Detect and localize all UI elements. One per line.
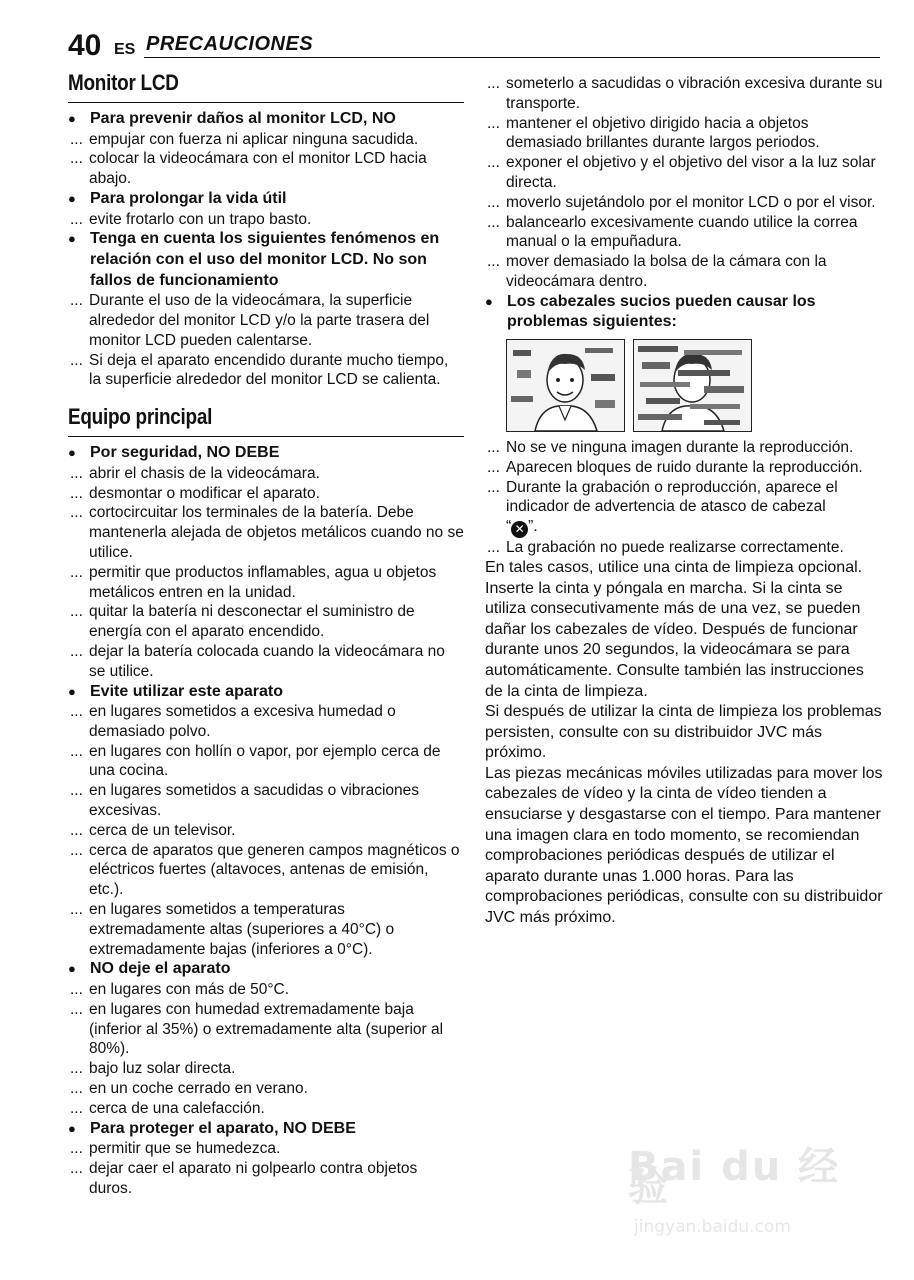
page-header <box>68 30 880 60</box>
list-item: ... en lugares con más de 50°C. <box>68 980 464 1000</box>
list-item: ... en un coche cerrado en verano. <box>68 1079 464 1099</box>
list-item: ... someterlo a sacudidas o vibración excesiva durante su transporte. <box>485 74 883 114</box>
list-item: ... cerca de una calefacción. <box>68 1099 464 1119</box>
equipo-group-3 <box>68 959 464 1118</box>
group-heading: ● Los cabezales sucios pueden causar los problemas siguientes: <box>485 292 883 333</box>
list-item: ... en lugares sometidos a excesiva humedad o demasiado polvo. <box>68 702 464 742</box>
list-item: ... abrir el chasis de la videocámara. <box>68 464 464 484</box>
list-item <box>485 478 883 539</box>
list-item: ... exponer el objetivo y el objetivo del visor a la luz solar directa. <box>485 153 883 193</box>
list-item: ... cerca de un televisor. <box>68 821 464 841</box>
quote-close: ”. <box>528 518 538 536</box>
list-item: ... permitir que productos inflamables, agua u objetos metálicos entren en la unidad. <box>68 563 464 603</box>
list-item: ... bajo luz solar directa. <box>68 1059 464 1079</box>
lcd-group-3 <box>68 229 464 390</box>
list-item: ... en lugares sometidos a temperaturas extremadamente altas (superiores a 40°C) o extremadamente bajas (inferiores a 0°C). <box>68 900 464 959</box>
list-item: ... desmontar o modificar el aparato. <box>68 484 464 504</box>
list-item: ... en lugares sometidos a sacudidas o vibraciones excesivas. <box>68 781 464 821</box>
paragraph: Las piezas mecánicas móviles utilizadas para mover los cabezales de vídeo y la cinta de vídeo tienden a ensuciarse y desgastarse con el tiempo. Para mantener una imagen clara en todo momento, se recomiendan comprobaciones periódicas después de utilizar el aparato durante unas 1.000 horas. Para las comprobaciones periódicas, consulte con su distribuidor JVC más próximo. <box>485 764 883 927</box>
list-item: ... empujar con fuerza ni aplicar ninguna sacudida. <box>68 130 464 150</box>
right-column <box>485 74 883 929</box>
head-clog-warning-icon: ✕ <box>511 521 528 538</box>
list-item: ... balancearlo excesivamente cuando utilice la correa manual o la empuñadura. <box>485 213 883 253</box>
list-item: ... mantener el objetivo dirigido hacia a objetos demasiado brillantes durante largos periodos. <box>485 114 883 154</box>
equipo-group-4 <box>68 1119 464 1199</box>
list-item: ... Durante el uso de la videocámara, la superficie alrededor del monitor LCD y/o la parte trasera del monitor LCD pueden calentarse. <box>68 291 464 350</box>
section-name: PRECAUCIONES <box>146 33 314 55</box>
section-rule <box>68 436 464 437</box>
list-item: ... Aparecen bloques de ruido durante la reproducción. <box>485 458 883 478</box>
group-heading: ● Evite utilizar este aparato <box>68 682 464 703</box>
quote-open: “ <box>506 518 512 536</box>
noisy-picture-illustration <box>506 339 625 432</box>
list-item: ... evite frotarlo con un trapo basto. <box>68 210 464 230</box>
list-item: ... mover demasiado la bolsa de la cámara con la videocámara dentro. <box>485 252 883 292</box>
list-item: ... La grabación no puede realizarse correctamente. <box>485 538 883 558</box>
list-item: ... quitar la batería ni desconectar el suministro de energía con el aparato encendido. <box>68 602 464 642</box>
group-heading: ● Para proteger el aparato, NO DEBE <box>68 1119 464 1140</box>
section-title-lcd: Monitor LCD <box>68 70 179 95</box>
group-heading: ● Para prevenir daños al monitor LCD, NO <box>68 109 464 130</box>
list-item-text: Durante la grabación o reproducción, aparece el indicador de advertencia de atasco de cabezal <box>506 478 838 516</box>
list-item: ... dejar caer el aparato ni golpearlo contra objetos duros. <box>68 1159 464 1199</box>
paragraph: Si después de utilizar la cinta de limpieza los problemas persisten, consulte con su distribuidor JVC más próximo. <box>485 703 882 762</box>
header-rule <box>144 57 880 58</box>
paragraph: En tales casos, utilice una cinta de limpieza opcional. Inserte la cinta y póngala en marcha. Si la cinta se utiliza consecutivamente más de una vez, se pueden dañar los cabezales de vídeo. Después de funcionar durante unos 20 segundos, la videocámara se para automáticamente. Consulte también las instrucciones de la cinta de limpieza. <box>485 558 864 700</box>
left-column <box>68 70 464 1199</box>
list-item: ... en lugares con hollín o vapor, por ejemplo cerca de una cocina. <box>68 742 464 782</box>
section-title-equipo: Equipo principal <box>68 404 213 430</box>
noise-illustrations <box>506 339 883 432</box>
list-item: ... cortocircuitar los terminales de la batería. Debe mantenerla alejada de objetos metálicos cuando no se utilice. <box>68 503 464 562</box>
watermark <box>628 1144 858 1248</box>
equipo-group-2 <box>68 682 464 960</box>
list-item: ... permitir que se humedezca. <box>68 1139 464 1159</box>
equipo-group-1 <box>68 443 464 681</box>
list-item: ... No se ve ninguna imagen durante la reproducción. <box>485 438 883 458</box>
list-item: ... en lugares con humedad extremadamente baja (inferior al 35%) o extremadamente alta (superior al 80%). <box>68 1000 464 1059</box>
language-code: ES <box>114 41 136 58</box>
list-item: ... moverlo sujetándolo por el monitor LCD o por el visor. <box>485 193 883 213</box>
list-item: ... cerca de aparatos que generen campos magnéticos o eléctricos fuertes (altavoces, antenas de emisión, etc.). <box>68 841 464 900</box>
lcd-group-1 <box>68 109 464 189</box>
group-heading: ● NO deje el aparato <box>68 959 464 980</box>
list-item: ... Si deja el aparato encendido durante mucho tiempo, la superficie alrededor del monitor LCD se calienta. <box>68 351 464 391</box>
watermark-logo: Bai du 经验 <box>628 1144 841 1210</box>
lcd-group-2 <box>68 189 464 229</box>
list-item: ... colocar la videocámara con el monitor LCD hacia abajo. <box>68 149 464 189</box>
list-item: ... dejar la batería colocada cuando la videocámara no se utilice. <box>68 642 464 682</box>
page-number: 40 <box>68 29 102 62</box>
group-heading: ● Para prolongar la vida útil <box>68 189 464 210</box>
noisy-picture-illustration <box>633 339 752 432</box>
group-heading: ● Tenga en cuenta los siguientes fenómenos en relación con el uso del monitor LCD. No son fallos de funcionamiento <box>68 229 464 291</box>
watermark-url: jingyan.baidu.com <box>634 1217 791 1237</box>
group-heading: ● Por seguridad, NO DEBE <box>68 443 464 464</box>
section-rule <box>68 102 464 103</box>
